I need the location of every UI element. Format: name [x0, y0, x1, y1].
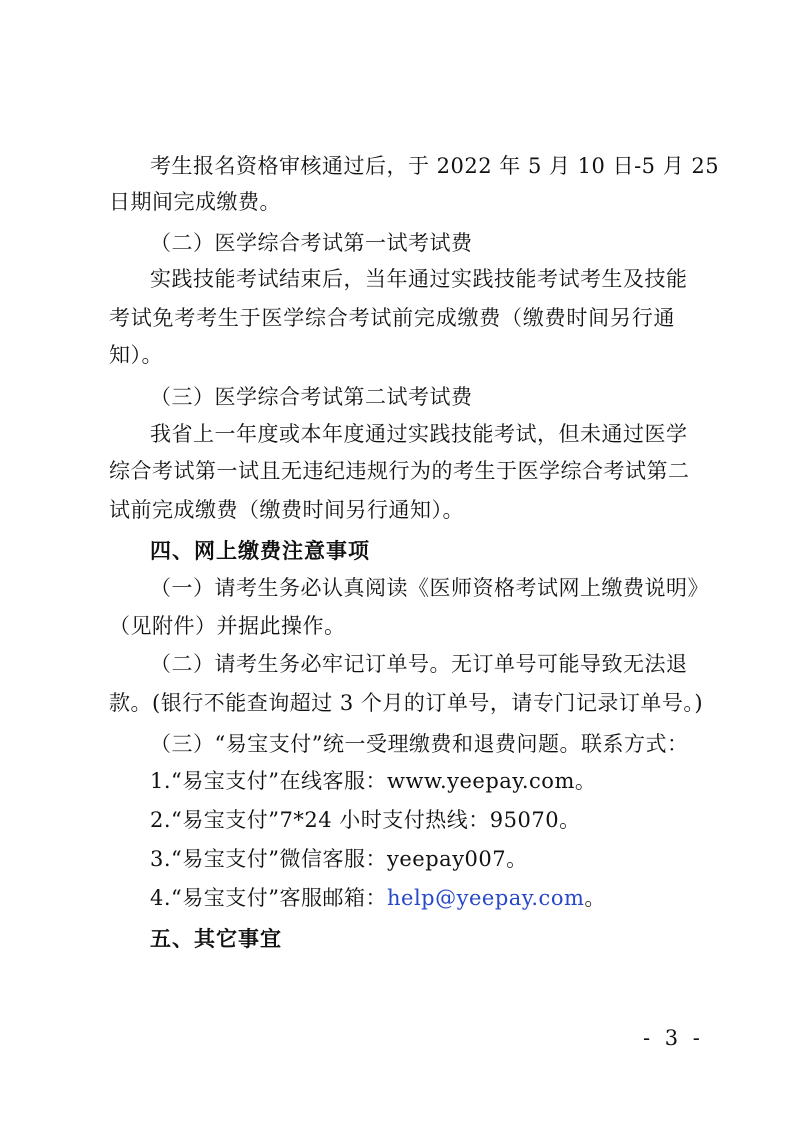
email-link[interactable]: help@yeepay.com: [387, 886, 585, 910]
contact-line: 3.“易宝支付”微信客服：yeepay007。: [150, 847, 528, 871]
section-heading: 四、网上缴费注意事项: [150, 539, 370, 563]
paragraph-line: 试前完成缴费（缴费时间另行通知）。: [109, 498, 464, 522]
paragraph-line: 我省上一年度或本年度通过实践技能考试，但未通过医学: [150, 422, 688, 446]
paragraph-line: 实践技能考试结束后，当年通过实践技能考试考生及技能: [150, 267, 688, 291]
contact-line-email: [150, 884, 606, 912]
section-subheading: （二）医学综合考试第一试考试费: [150, 231, 473, 255]
contact-label: 4.“易宝支付”客服邮箱：: [150, 886, 388, 910]
contact-suffix: 。: [584, 886, 606, 910]
paragraph-line: 考生报名资格审核通过后，于 2022 年 5 月 10 日-5 月 25: [150, 154, 720, 178]
paragraph-line: （二）请考生务必牢记订单号。无订单号可能导致无法退: [150, 652, 688, 676]
paragraph-line: （三）“易宝支付”统一受理缴费和退费问题。联系方式：: [150, 732, 689, 756]
paragraph-line: 款。(银行不能查询超过 3 个月的订单号，请专门记录订单号。): [109, 691, 704, 715]
paragraph-line: （见附件）并据此操作。: [109, 614, 346, 638]
contact-line: 1.“易宝支付”在线客服：www.yeepay.com。: [150, 769, 597, 793]
contact-line: 2.“易宝支付”7*24 小时支付热线：95070。: [150, 808, 581, 832]
section-subheading: （三）医学综合考试第二试考试费: [150, 385, 473, 409]
paragraph-line: 考试免考考生于医学综合考试前完成缴费（缴费时间另行通: [109, 306, 675, 330]
paragraph-line: 日期间完成缴费。: [109, 190, 281, 214]
paragraph-line: 综合考试第一试且无违纪违规行为的考生于医学综合考试第二: [109, 459, 690, 483]
section-heading: 五、其它事宜: [150, 927, 282, 951]
paragraph-line: （一）请考生务必认真阅读《医师资格考试网上缴费说明》: [150, 576, 709, 600]
page-number: - 3 -: [643, 1026, 704, 1050]
paragraph-line: 知）。: [109, 343, 163, 367]
